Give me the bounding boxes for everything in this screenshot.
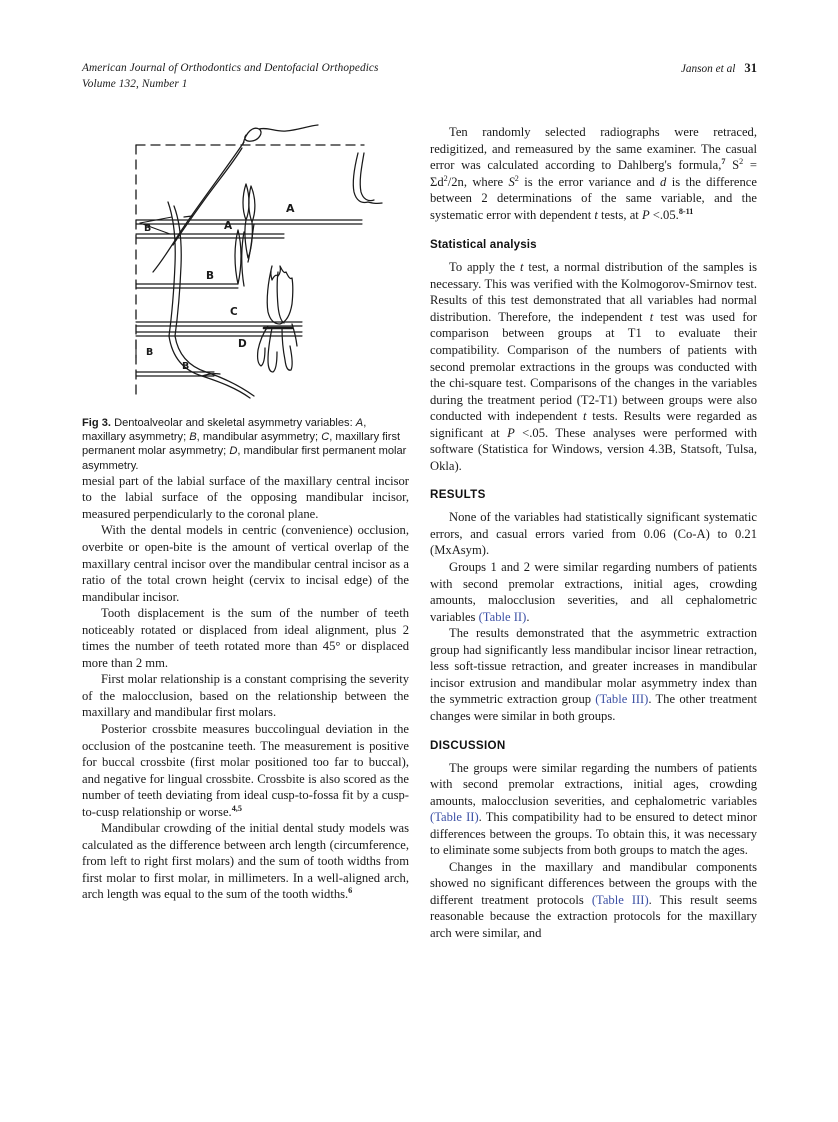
right-column [430, 124, 757, 942]
paragraph-text: tests, at [597, 207, 642, 222]
paragraph-text: Mandibular crowding of the initial dental study models was calculated as the difference between arch length (circumference, from left to right first molars) and the sum of tooth widths from first molar to first molar, in millimeters. In a well-aligned arch, arch length was equal to the sum of the tooth widths. [82, 821, 409, 902]
paragraph-text: The results demonstrated that the asymmetric extraction group had significantly less mandibular incisor linear retraction, less soft-tissue retraction, and greater increases in mandibular incisor extrusion and mandibular molar asymmetry index than the symmetric extraction group [430, 626, 757, 707]
figure-letter-b: B [189, 431, 197, 444]
paragraph-text: None of the variables had statistically significant systematic errors, and casual errors varied from 0.06 (Co-A) to 0.21 (MxAsym). [430, 510, 757, 558]
figure-desc-b: , mandibular asymmetry; [196, 431, 322, 444]
paragraph-text: test was used for comparison between groups at T1 to evaluate their compatibility. Comparison of the numbers of patients with second premolar extractions in the groups was conducted with the chi-square test. Comparisons of the changes in the variables during the treatment period (T2-T1) between groups were also conducted with independent [430, 309, 757, 424]
svg-text:A: A [224, 220, 233, 232]
paragraph-discussion-changes [430, 859, 757, 942]
svg-text:B: B [206, 270, 215, 282]
heading-discussion: DISCUSSION [430, 738, 506, 752]
paragraph-results-errors [430, 509, 757, 559]
svg-text:A: A [286, 202, 295, 215]
figure-letter-c: C [321, 431, 330, 444]
figure-3 [82, 124, 409, 473]
variable-t: t [594, 207, 598, 222]
volume-issue: Volume 132, Number 1 [82, 78, 188, 90]
formula-divisor: /2n, where [447, 174, 509, 189]
paragraph-results-asymmetric [430, 625, 757, 724]
svg-text:C: C [230, 306, 238, 318]
variable-t: t [583, 409, 587, 424]
table-ii-link[interactable]: (Table II) [478, 609, 527, 624]
variable-p: P [507, 425, 515, 440]
paragraph-text: Ten randomly selected radiographs were retraced, redigitized, and remeasured by the same examiner. The casual error was calculated according to Dahlberg's formula, [430, 125, 757, 173]
paragraph-text: test, a normal distribution of the samples is necessary. This was verified with the Kolmogorov-Smirnov test. Results of this test demonstrated that all variables had normal distribution. Therefore, the independent [430, 260, 757, 324]
paragraph-text: . [526, 609, 530, 624]
formula-sigma: = Σd [430, 158, 757, 189]
svg-text:D: D [238, 338, 247, 350]
paragraph-text: First molar relationship is a constant comprising the severity of the malocclusion, based on the relationship between the maxillary and mandibular first molars. [82, 672, 409, 720]
paragraph-text: tests. Results were regarded as significant at [430, 409, 758, 440]
table-iii-link[interactable]: (Table III) [595, 692, 649, 707]
paragraph-text: Changes in the maxillary and mandibular components showed no significant differences between the groups with the different treatment protocols [430, 859, 757, 907]
figure-caption [82, 416, 409, 473]
svg-text:B: B [146, 347, 154, 358]
table-iii-link[interactable]: (Table III) [591, 892, 649, 907]
journal-title: American Journal of Orthodontics and Dentofacial Orthopedics [82, 62, 379, 74]
paragraph-posterior-crossbite [82, 721, 409, 820]
table-ii-link[interactable]: (Table II) [430, 810, 479, 825]
paragraph-statistical-methods [430, 259, 757, 474]
paragraph-text: Tooth displacement is the sum of the number of teeth noticeably rotated or displaced from ideal alignment, plus 2 times the number of teeth rotated more than 45° or displaced more than 2 mm. [82, 606, 409, 670]
variable-t: t [519, 260, 524, 275]
formula-exponent: 2 [514, 173, 519, 183]
paragraph-error-analysis [430, 124, 757, 223]
paragraph-text: <.05. These analyses were performed with software (Statistica for Windows, version 4.3B, Statsoft, Tulsa, Okla). [430, 425, 757, 473]
paragraph-text: Posterior crossbite measures buccolingual deviation in the occlusion of the postcanine teeth. The measurement is positive for buccal crossbite (first molar positioned too far to buccal), and negative for lingual crossbite. Crossbite is also scored as the number of teeth deviating from ideal cusp-to-fossa fit by a cusp-to-cusp relationship or worse. [82, 722, 409, 819]
variable-d: d [660, 174, 667, 189]
figure-letter-a: A [355, 417, 364, 429]
cephalometric-tracing-figure [96, 124, 396, 405]
paragraph-text: . This compatibility had to be ensured to detect minor differences between the groups. To obtain this, it was necessary to eliminate some subjects from both groups to match the ages. [430, 810, 757, 858]
figure-desc-c: , maxillary first permanent molar asymmetry; [82, 431, 401, 458]
paragraph-text: With the dental models in centric (convenience) occlusion, overbite or open-bite is the amount of vertical overlap of the maxillary central incisor over the mandibular central incisor as a ratio of the total crown height (cervix to incisal edge) of the mandibular incisor. [82, 523, 409, 604]
paragraph-mandibular-crowding [82, 820, 409, 903]
paragraph-text: The groups were similar regarding the numbers of patients with second premolar extractions, initial ages, crowding amounts, malocclusion severities, and cephalometric variables [430, 760, 757, 808]
reference-marker[interactable]: 4,5 [231, 803, 242, 813]
running-head [82, 60, 757, 94]
paragraph-text: . This result seems reasonable because the extraction protocols for the maxillary arch were similar, and [430, 892, 758, 940]
paragraph-molar-relationship [82, 671, 409, 721]
figure-label: Fig 3. [82, 417, 111, 429]
paragraph-text: is the error variance and [518, 174, 661, 189]
running-head-journal [82, 60, 379, 92]
svg-text:B: B [144, 223, 152, 234]
formula-exponent: 2 [739, 156, 744, 166]
paragraph-text: mesial part of the labial surface of the maxillary central incisor to the labial surface of the opposing mandibular incisor, measured perpendicularly to the coronal plane. [82, 473, 409, 521]
formula-exponent: 2 [443, 173, 448, 183]
reference-marker[interactable]: 8-11 [678, 206, 694, 216]
paragraph-measurement-continued [82, 473, 409, 523]
paragraph-results-groups [430, 559, 757, 625]
paragraph-discussion-compatibility [430, 760, 757, 859]
paragraph-text: <.05. [649, 207, 679, 222]
svg-text:B: B [182, 361, 190, 372]
variable-s: S [508, 174, 515, 189]
figure-desc-d: , mandibular first permanent molar asymmetry. [82, 445, 407, 472]
figure-letter-d: D [229, 445, 238, 458]
variable-p: P [641, 207, 650, 222]
paragraph-text: Groups 1 and 2 were similar regarding numbers of patients with second premolar extractions, initial ages, crowding amounts, malocclusion severities, and all cephalometric variables [430, 560, 757, 624]
heading-statistical-analysis: Statistical analysis [430, 238, 537, 252]
reference-marker[interactable]: 7 [721, 156, 726, 166]
paragraph-text: . The other treatment changes were similar in both groups. [430, 692, 758, 723]
heading-results: RESULTS [430, 488, 486, 502]
running-head-right [681, 60, 757, 77]
left-column [82, 124, 409, 903]
paragraph-text: is the difference between 2 determinations of the same variable, and the systematic error with dependent [430, 174, 757, 222]
author-citation: Janson et al [680, 63, 736, 75]
figure-desc-a: , maxillary asymmetry; [82, 417, 367, 444]
paragraph-overbite [82, 522, 409, 605]
paragraph-text: To apply the [449, 260, 520, 275]
formula-s: S [725, 158, 740, 173]
figure-caption-intro: Dentoalveolar and skeletal asymmetry variables: [110, 417, 356, 429]
reference-marker[interactable]: 6 [348, 886, 353, 896]
page-number: 31 [744, 61, 757, 75]
variable-t: t [649, 309, 654, 324]
paragraph-tooth-displacement [82, 605, 409, 671]
